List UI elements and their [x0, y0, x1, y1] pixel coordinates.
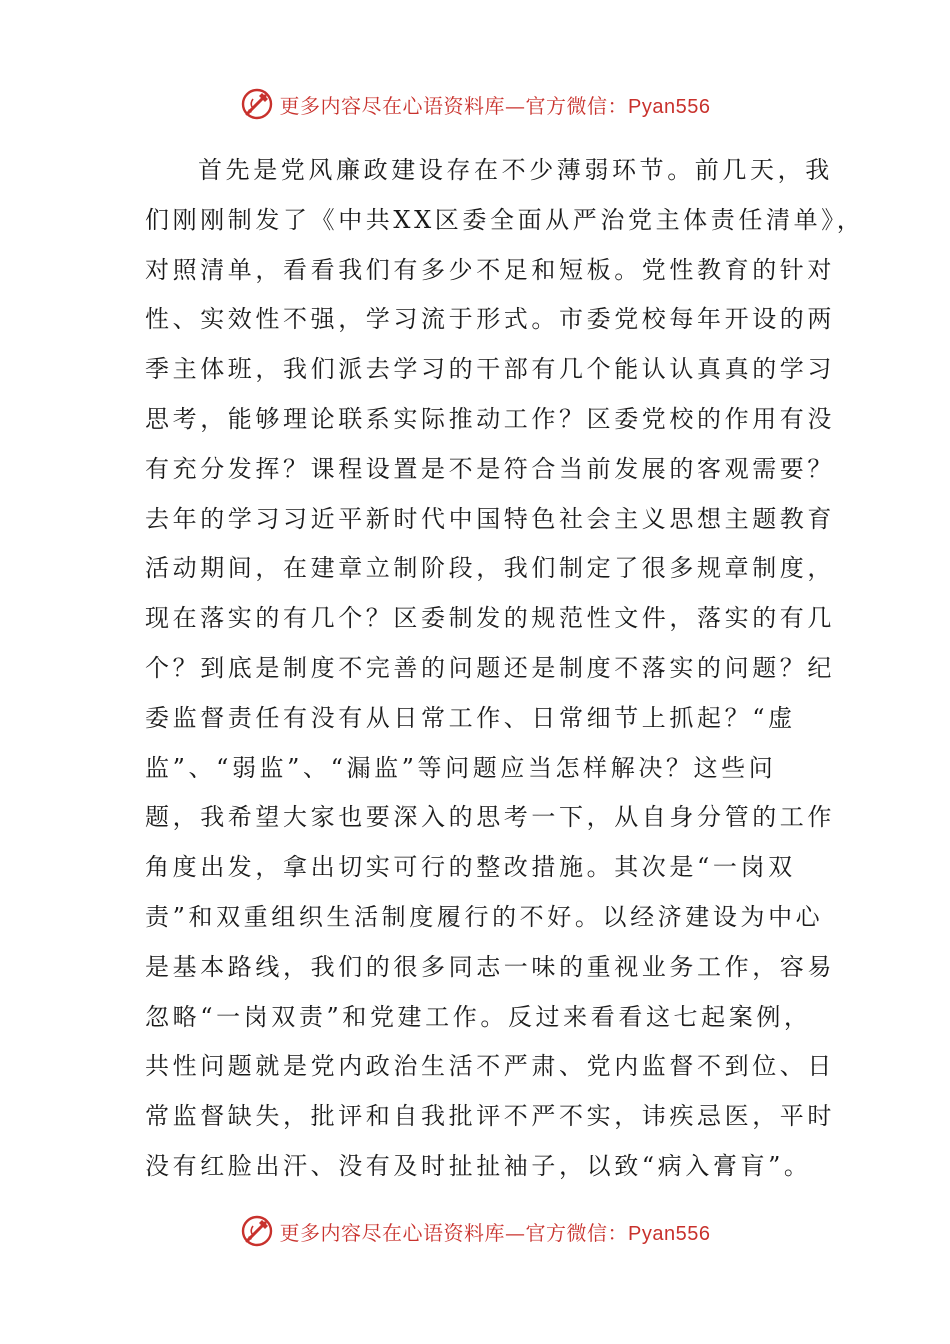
body-paragraph	[145, 146, 865, 1192]
text-line: 们刚刚制发了《中共XX区委全面从严治党主体责任清单》，	[145, 205, 865, 234]
text-line: 共性问题就是党内政治生活不严肃、党内监督不到位、日	[145, 1052, 835, 1081]
pen-circle-logo-icon	[240, 87, 274, 121]
text-line: 委监督责任有没有从日常工作、日常细节上抓起？“虚	[145, 703, 796, 732]
text-line: 没有红脸出汗、没有及时扯扯袖子，以致“病入膏肓”。	[145, 1151, 812, 1180]
wechat-id: Pyan556	[628, 95, 711, 118]
text-line: 活动期间，在建章立制阶段，我们制定了很多规章制度，	[145, 554, 835, 583]
text-line: 个？到底是制度不完善的问题还是制度不落实的问题？纪	[145, 653, 835, 682]
text-line: 有充分发挥？课程设置是不是符合当前发展的客观需要？	[145, 454, 835, 483]
text-line: 性、实效性不强，学习流于形式。市委党校每年开设的两	[145, 305, 835, 334]
wechat-id: Pyan556	[628, 1222, 711, 1245]
pen-circle-logo-icon	[240, 1214, 274, 1248]
text-line: 常监督缺失，批评和自我批评不严不实，讳疾忌医，平时	[145, 1102, 835, 1131]
text-line: 监”、“弱监”、“漏监”等问题应当怎样解决？这些问	[145, 753, 777, 782]
text-line: 题，我希望大家也要深入的思考一下，从自身分管的工作	[145, 803, 835, 832]
text-line: 首先是党风廉政建设存在不少薄弱环节。前几天，我	[198, 156, 833, 184]
header-watermark	[0, 84, 950, 124]
text-line: 是基本路线，我们的很多同志一味的重视业务工作，容易	[145, 952, 835, 981]
text-line: 现在落实的有几个？区委制发的规范性文件，落实的有几	[145, 604, 835, 633]
watermark-text: 更多内容尽在心语资料库—官方微信：Pyan556	[279, 93, 711, 118]
footer-watermark	[0, 1211, 950, 1251]
text-line: 思考，能够理论联系实际推动工作？区委党校的作用有没	[145, 404, 835, 433]
text-line: 去年的学习习近平新时代中国特色社会主义思想主题教育	[145, 504, 835, 533]
text-line: 责”和双重组织生活制度履行的不好。以经济建设为中心	[145, 902, 824, 931]
text-line: 季主体班，我们派去学习的干部有几个能认认真真的学习	[145, 355, 835, 384]
text-line: 角度出发，拿出切实可行的整改措施。其次是“一岗双	[145, 853, 796, 882]
text-line: 对照清单，看看我们有多少不足和短板。党性教育的针对	[145, 255, 835, 284]
watermark-text: 更多内容尽在心语资料库—官方微信：Pyan556	[279, 1220, 711, 1245]
text-line: 忽略“一岗双责”和党建工作。反过来看看这七起案例，	[145, 1002, 812, 1031]
